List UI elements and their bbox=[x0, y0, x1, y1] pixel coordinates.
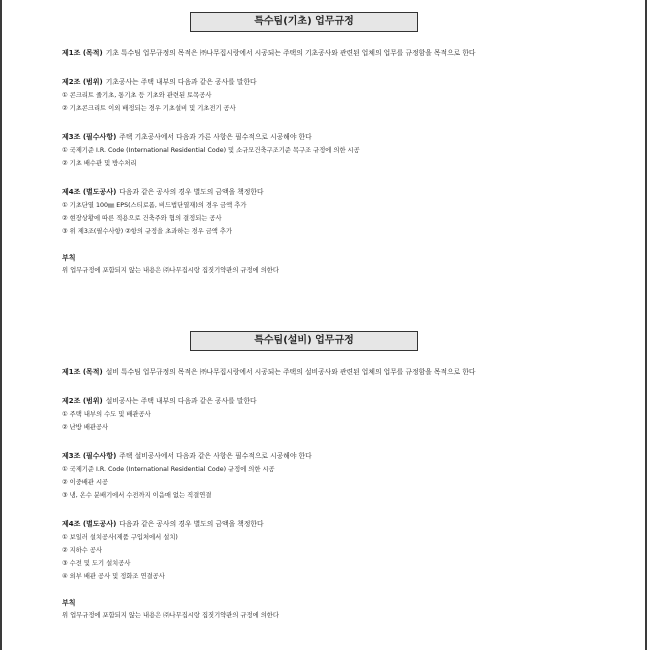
list-item: ③ 위 제3조(필수사항) ②항의 규정을 초과하는 경우 금액 추가 bbox=[62, 228, 233, 235]
foundation-regulation-section bbox=[62, 12, 582, 275]
article-text: 기초공사는 주택 내부의 다음과 같은 공사를 말한다 bbox=[105, 78, 257, 86]
list-item: ① 주택 내부의 수도 및 배관공사 bbox=[62, 411, 151, 418]
list-item: ② 지하수 공사 bbox=[62, 547, 103, 554]
article-text: 다음과 같은 공사의 경우 별도의 금액을 책정한다 bbox=[119, 520, 264, 528]
article-text: 주택 기초공사에서 다음과 가른 사항은 필수적으로 시공해야 한다 bbox=[119, 133, 312, 141]
list-item: ① 콘크리트 줄기초, 통기초 등 기초와 관련된 토목공사 bbox=[62, 92, 212, 99]
article-text: 주택 설비공사에서 다음과 같은 사항은 필수적으로 시공해야 한다 bbox=[119, 452, 312, 460]
addendum-text: 위 업무규정에 포함되지 않는 내용은 ㈜나무집시랑 집짓기약관의 규정에 의한다 bbox=[62, 267, 279, 274]
article-text: 설비 특수팀 업무규정의 목적은 ㈜나무집시랑에서 시공되는 주택의 설비공사와 관련된 업체의 업무를 규정함을 목적으로 한다 bbox=[105, 368, 476, 376]
addendum-heading: 부칙 bbox=[62, 599, 76, 607]
article-purpose bbox=[62, 49, 582, 58]
section-title: 특수팀(기초) 업무규정 bbox=[190, 12, 418, 32]
plumbing-regulation-section bbox=[62, 331, 582, 620]
list-item: ② 이중배관 시공 bbox=[62, 479, 109, 486]
article-heading: 제1조 (목적) bbox=[62, 49, 103, 57]
article-scope bbox=[62, 78, 582, 113]
list-item: ③ 수전 및 도기 설치공사 bbox=[62, 560, 131, 567]
list-item: ② 기초콘크리트 이외 배정되는 경우 기초설비 및 기초전기 공사 bbox=[62, 105, 236, 112]
list-item: ① 기초단열 100㎜ EPS(스티로폼, 비드법단열재)의 경우 금액 추가 bbox=[62, 202, 247, 209]
list-item: ② 현장상황에 따른 적용으로 건축주와 협의 결정되는 공사 bbox=[62, 215, 222, 222]
list-item: ② 기초 배수관 및 방수처리 bbox=[62, 160, 137, 167]
list-item: ② 난방 배관공사 bbox=[62, 424, 109, 431]
article-scope bbox=[62, 397, 582, 432]
addendum bbox=[62, 599, 582, 620]
article-purpose bbox=[62, 368, 582, 377]
article-heading: 제4조 (별도공사) bbox=[62, 188, 117, 196]
addendum bbox=[62, 254, 582, 275]
article-heading: 제1조 (목적) bbox=[62, 368, 103, 376]
list-item: ① 국제기준 I.R. Code (International Residential Code) 및 소규모건축구조기준 목구조 규정에 의한 시공 bbox=[62, 147, 360, 154]
article-extra-work bbox=[62, 188, 582, 236]
addendum-text: 위 업무규정에 포함되지 않는 내용은 ㈜나무집시랑 집짓기약관의 규정에 의한다 bbox=[62, 612, 279, 619]
page-left-border bbox=[0, 0, 2, 650]
list-item: ① 국제기준 I.R. Code (International Residential Code) 규정에 의한 시공 bbox=[62, 466, 275, 473]
article-heading: 제2조 (범위) bbox=[62, 78, 103, 86]
article-heading: 제3조 (필수사항) bbox=[62, 133, 117, 141]
list-item: ① 보일러 설치공사(제품 구입처에서 설치) bbox=[62, 534, 178, 541]
article-heading: 제2조 (범위) bbox=[62, 397, 103, 405]
article-text: 기초 특수팀 업무규정의 목적은 ㈜나무집시랑에서 시공되는 주택의 기초공사와 관련된 업체의 업무를 규정함을 목적으로 한다 bbox=[105, 49, 476, 57]
article-requirements bbox=[62, 133, 582, 168]
list-item: ④ 외부 배관 공사 및 정화조 연결공사 bbox=[62, 573, 165, 580]
article-requirements bbox=[62, 452, 582, 500]
article-text: 다음과 같은 공사의 경우 별도의 금액을 책정한다 bbox=[119, 188, 264, 196]
addendum-heading: 부칙 bbox=[62, 254, 76, 262]
article-text: 설비공사는 주택 내부의 다음과 같은 공사를 말한다 bbox=[105, 397, 257, 405]
section-title: 특수팀(설비) 업무규정 bbox=[190, 331, 418, 351]
list-item: ③ 냉, 온수 분배기에서 수전까지 이음매 없는 직결연결 bbox=[62, 492, 212, 499]
article-heading: 제4조 (별도공사) bbox=[62, 520, 117, 528]
article-heading: 제3조 (필수사항) bbox=[62, 452, 117, 460]
article-extra-work bbox=[62, 520, 582, 581]
